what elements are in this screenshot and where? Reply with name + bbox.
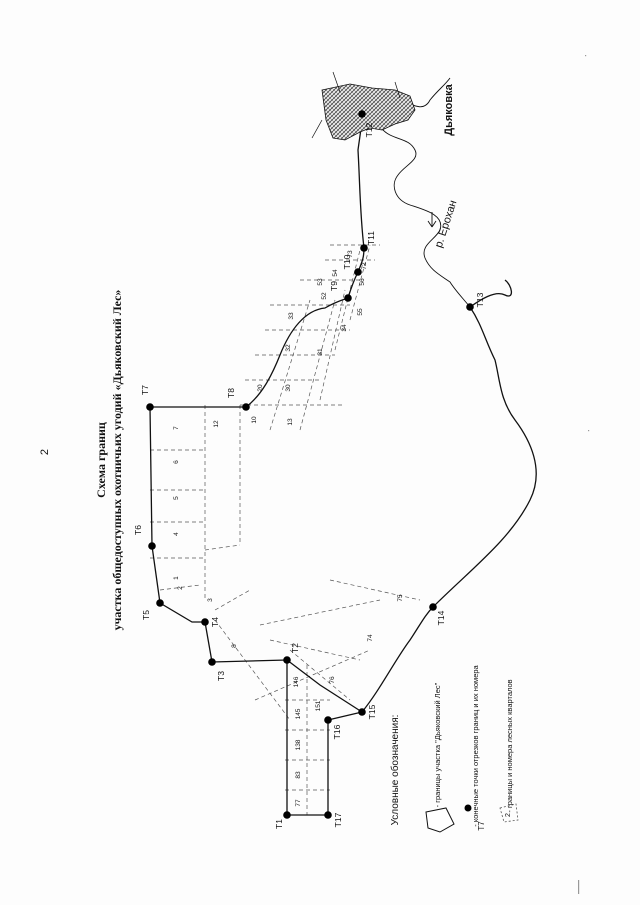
quarter-number: 54: [332, 269, 339, 277]
point-label: Т3: [216, 671, 226, 681]
river-label: р. Ерохан: [432, 198, 460, 250]
legend-quarter-text: - границы и номера лесных кварталов: [505, 679, 514, 813]
point-t1: [283, 811, 291, 819]
point-label: Т17: [333, 812, 343, 828]
point-label: Т11: [366, 230, 376, 246]
quarter-number: 72: [361, 262, 368, 270]
quarter-number: 146: [293, 676, 300, 688]
quarter-number: 75: [397, 594, 404, 602]
point-t2: [283, 656, 291, 664]
point-t13: [466, 303, 474, 311]
legend-heading: Условные обозначения:: [390, 714, 401, 826]
quarter-number: 145: [295, 708, 302, 720]
quarter-number: 20: [257, 384, 264, 392]
boundary-points: [146, 110, 474, 819]
point-t3: [208, 658, 216, 666]
point-label: Т1: [274, 819, 284, 829]
quarter-number: 76: [329, 676, 336, 684]
quarter-number: 32: [285, 344, 292, 352]
point-t14: [429, 603, 437, 611]
quarter-number: 3: [207, 598, 214, 602]
quarter-number: 74: [367, 634, 374, 642]
point-label: Т12: [364, 122, 374, 138]
forest-quarter-grid: [150, 245, 420, 815]
page-number: 2: [39, 448, 51, 456]
quarter-number: 5: [173, 496, 180, 500]
legend-point-text: - конечные точки отрезков границ и их номера: [471, 665, 480, 827]
quarter-number: 12: [213, 420, 220, 428]
point-t17: [324, 811, 332, 819]
quarter-number: 138: [295, 739, 302, 751]
quarter-number: 53: [317, 278, 324, 286]
legend-quarter-sample: 2: [505, 813, 512, 817]
quarter-number: 77: [295, 799, 302, 807]
point-label: Т13: [475, 292, 485, 308]
quarter-labels: [173, 250, 404, 807]
quarter-number: 73: [347, 250, 354, 258]
point-t12: [358, 110, 366, 118]
point-label: Т15: [367, 704, 377, 720]
point-label: Т10: [342, 254, 352, 270]
point-label: Т6: [133, 525, 143, 535]
settlement-label: Дьяковка: [443, 84, 455, 136]
quarter-number: 10: [251, 416, 258, 424]
point-t7: [146, 403, 154, 411]
quarter-number: 56: [359, 278, 366, 286]
point-label: Т7: [140, 385, 150, 395]
point-t6: [148, 542, 156, 550]
point-label: Т2: [290, 643, 300, 653]
point-t4: [201, 618, 209, 626]
map-title-line1: Схема границ: [94, 422, 108, 498]
quarter-number: 83: [295, 771, 302, 779]
quarter-number: 151: [315, 700, 322, 712]
point-t9: [344, 294, 352, 302]
river-arrow: [428, 212, 436, 227]
quarter-number: 13: [287, 418, 294, 426]
point-label: Т4: [210, 617, 220, 627]
quarter-number: 52: [321, 292, 328, 300]
point-label: Т5: [141, 610, 151, 620]
quarter-number: 31: [317, 348, 324, 356]
point-t8: [242, 403, 250, 411]
point-t15: [358, 708, 366, 716]
legend-boundary-text: - границы участка "Дьяковский Лес": [433, 682, 442, 808]
quarter-number: 7: [173, 426, 180, 430]
quarter-number: 4: [173, 532, 180, 536]
point-t5: [156, 599, 164, 607]
quarter-number: 33: [288, 312, 295, 320]
scan-marks: [578, 55, 589, 894]
quarter-number: 2: [177, 586, 184, 590]
point-label: Т14: [436, 610, 446, 626]
quarter-number: 6: [173, 460, 180, 464]
point-t16: [324, 716, 332, 724]
point-label: Т16: [332, 724, 342, 740]
point-label: Т8: [226, 388, 236, 398]
quarter-number: 8: [231, 644, 238, 648]
map-title-line2: участка общедоступных охотничьих угодий «Дьяковский Лес»: [110, 289, 124, 631]
quarter-number: 1: [173, 576, 180, 580]
quarter-number: 30: [285, 384, 292, 392]
quarter-number: 55: [357, 308, 364, 316]
legend-boundary-icon: [426, 808, 454, 832]
legend-point-sample: Т7: [477, 821, 486, 831]
quarter-number: 34: [341, 324, 348, 332]
legend: [389, 664, 518, 832]
point-label: Т9: [329, 281, 339, 291]
